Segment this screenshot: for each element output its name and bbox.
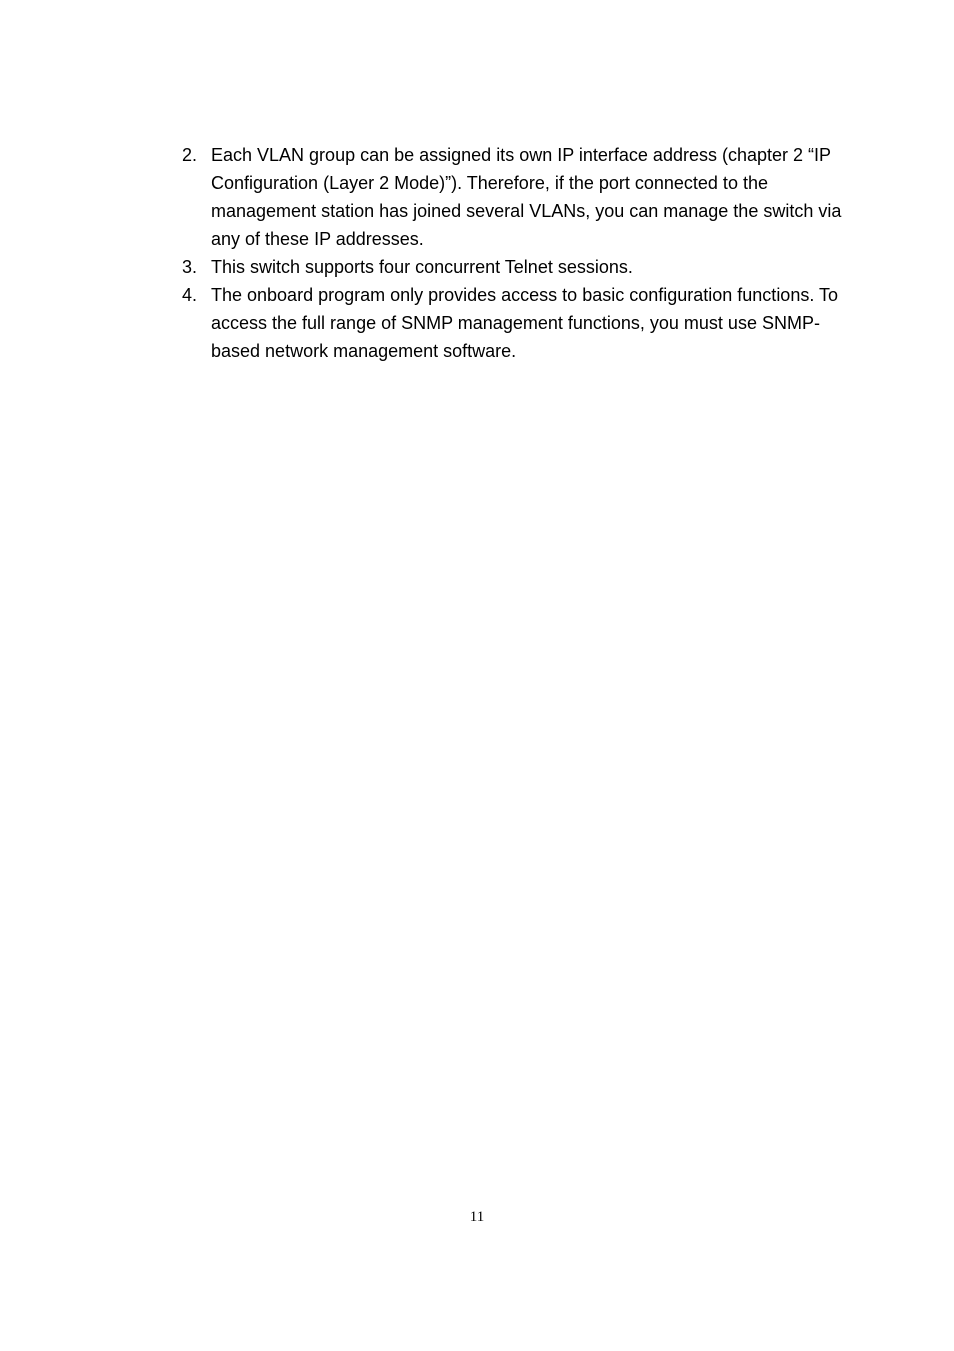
list-item-text: Each VLAN group can be assigned its own IP interface address (chapter 2 “IP Configuration (Layer 2 Mode)”). Therefore, if the port connected to the management station has joined several VLANs, you can manage the switch via any of these IP addresses. [211,145,842,249]
page-number: 11 [469,1209,485,1225]
list-item [182,281,862,365]
notes-list [182,141,862,365]
notes-section [182,141,862,365]
list-item-text: This switch supports four concurrent Telnet sessions. [211,257,633,277]
list-item-number: 4. [182,285,198,305]
list-item-number: 3. [182,257,198,277]
list-item [182,253,862,281]
list-item [182,141,862,253]
list-item-text: The onboard program only provides access to basic configuration functions. To access the full range of SNMP management functions, you must use SNMP- based network management software. [211,285,839,361]
list-item-number: 2. [182,145,198,165]
